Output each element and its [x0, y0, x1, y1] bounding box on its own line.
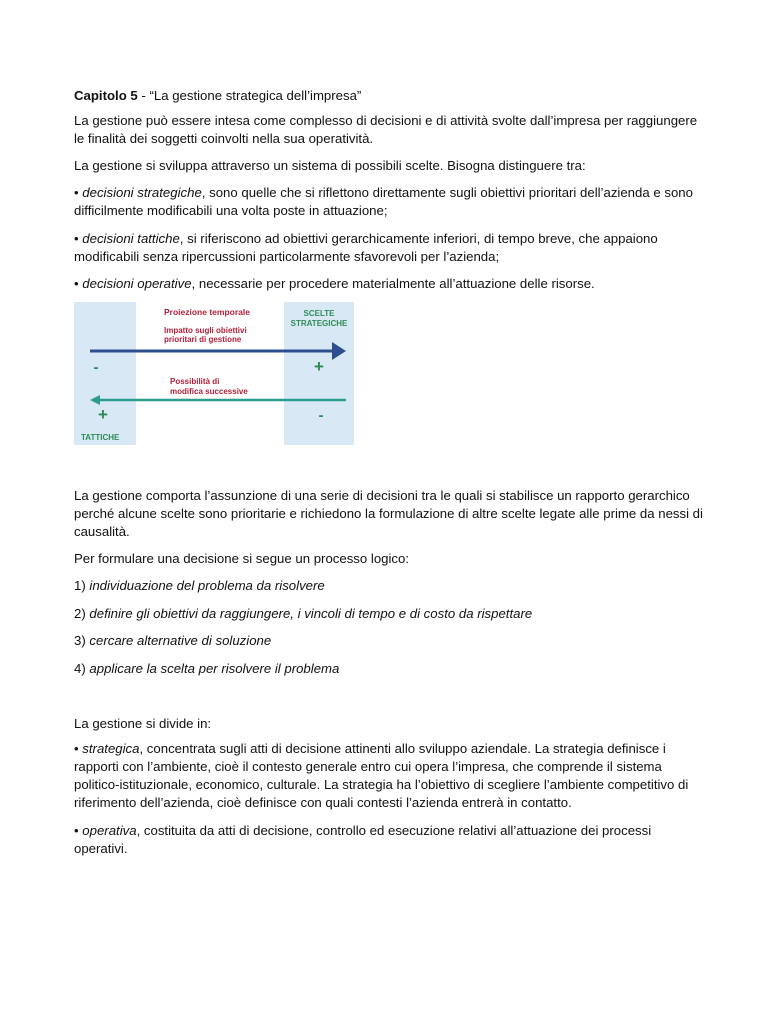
- process-step: 2) definire gli obiettivi da raggiungere, i vincoli di tempo e di costo da rispettare: [74, 606, 533, 621]
- chapter-title: [74, 87, 361, 105]
- process-step: 1) individuazione del problema da risolvere: [74, 578, 325, 593]
- label-possibilita-1: Possibilità di: [170, 377, 220, 386]
- label-scelte-2: STRATEGICHE: [290, 319, 348, 328]
- division-intro: La gestione si divide in:: [74, 716, 212, 731]
- choices-intro: La gestione si sviluppa attraverso un sistema di possibili scelte. Bisogna distinguere tra:: [74, 158, 586, 173]
- sign-top-right: +: [314, 357, 324, 376]
- division-strategic: • strategica, concentrata sugli atti di decisione attinenti allo sviluppo aziendale. La strategia definisce i rapporti con l’ambiente, cioè il contesto generale entro cui opera l’impresa, che comprende il sistema politico-istituzionale, economico, culturale. La strategia ha l’obiettivo di scegliere l’ambiente competitivo di riferimento dell’azienda, cioè definisce con quali contesti l’azienda entrerà in contatto.: [74, 741, 689, 810]
- process-step: 4) applicare la scelta per risolvere il problema: [74, 661, 340, 676]
- chapter-name: - “La gestione strategica dell’impresa”: [137, 88, 362, 103]
- sign-top-left: -: [93, 359, 99, 376]
- process-step: 3) cercare alternative di soluzione: [74, 633, 272, 648]
- label-impatto-2: prioritari di gestione: [164, 335, 242, 344]
- decision-operative: • decisioni operative, necessarie per procedere materialmente all’attuazione delle risorse.: [74, 276, 595, 291]
- label-tattiche: TATTICHE: [81, 433, 120, 442]
- chapter-number: Capitolo 5: [74, 88, 138, 103]
- middle-panel: [136, 302, 284, 445]
- label-possibilita-2: modifica successive: [170, 387, 248, 396]
- sign-bottom-right: -: [318, 407, 324, 424]
- decision-tactical: • decisioni tattiche, si riferiscono ad obiettivi gerarchicamente inferiori, di tempo breve, che appaiono modificabili senza ripercussioni particolarmente sfavorevoli per l’azienda;: [74, 231, 658, 264]
- label-scelte-1: SCELTE: [303, 309, 335, 318]
- label-proiezione: Proiezione temporale: [164, 307, 250, 317]
- hierarchy-paragraph: La gestione comporta l’assunzione di una serie di decisioni tra le quali si stabilisce un rapporto gerarchico perché alcune scelte sono prioritarie e richiedono la formulazione di altre scelte legate alle prime da nessi di causalità.: [74, 488, 703, 539]
- process-intro: Per formulare una decisione si segue un processo logico:: [74, 551, 410, 566]
- decision-strategic: • decisioni strategiche, sono quelle che si riflettono direttamente sugli obiettivi prioritari dell’azienda e sono difficilmente modificabili una volta poste in attuazione;: [74, 185, 693, 218]
- intro-paragraph: La gestione può essere intesa come complesso di decisioni e di attività svolte dall’impresa per raggiungere le finalità dei soggetti coinvolti nella sua operatività.: [74, 113, 698, 146]
- label-impatto-1: Impatto sugli obiettivi: [164, 326, 247, 335]
- decision-diagram: [74, 302, 354, 445]
- division-operative: • operativa, costituita da atti di decisione, controllo ed esecuzione relativi all’attuazione dei processi operativi.: [74, 823, 652, 856]
- sign-bottom-left: +: [98, 405, 108, 424]
